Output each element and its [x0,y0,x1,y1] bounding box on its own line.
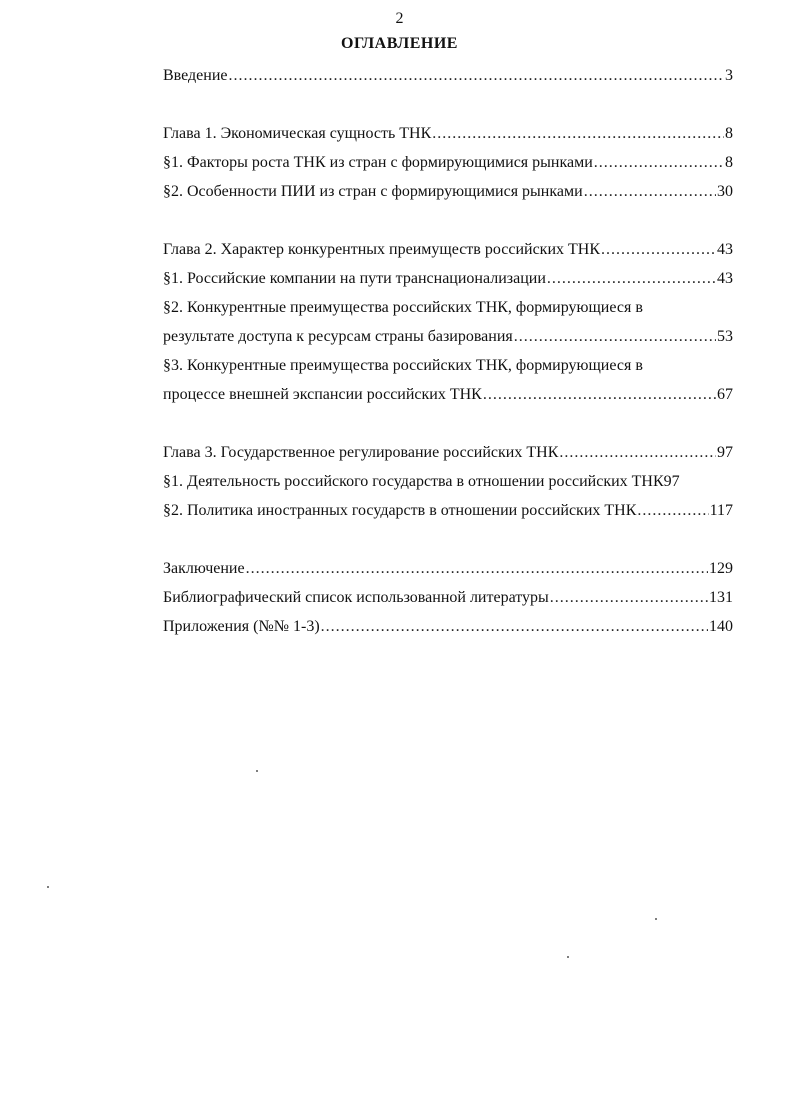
scan-speck [256,770,258,772]
toc-entry-appendices [163,612,733,641]
toc-entry-text: результате доступа к ресурсам страны базирования [163,328,513,345]
toc-entry-page: 67 [717,386,733,403]
toc-entry-text: Введение [163,67,228,84]
toc-entry-ch2-sec1 [163,264,733,293]
toc-entry-page: 140 [709,618,733,635]
scan-speck [47,886,49,888]
leader-dots [559,438,716,467]
toc-entry-text: §1. Деятельность российского государства в отношении российских ТНК97 [163,473,680,490]
leader-dots [584,177,716,206]
toc-entry-text: Заключение [163,560,245,577]
toc-entry-chapter-3 [163,438,733,467]
toc-entry-page: 97 [717,444,733,461]
scan-speck [567,956,569,958]
toc-entry-text: §3. Конкурентные преимущества российских ТНК, формирующиеся в [163,357,643,374]
leader-dots [547,264,716,293]
toc-entry-page: 129 [709,560,733,577]
leader-dots [229,61,725,90]
toc-entry-bibliography [163,583,733,612]
toc-entry-ch2-sec3-line2 [163,380,733,409]
toc-entry-ch2-sec2-line2 [163,322,733,351]
toc-entry-text: Библиографический список использованной литературы [163,589,549,606]
toc-entry-text: §1. Факторы роста ТНК из стран с формирующимися рынками [163,154,593,171]
leader-dots [594,148,724,177]
toc-title: ОГЛАВЛЕНИЕ [341,35,458,52]
leader-dots [637,496,708,525]
toc-entry-text: процессе внешней экспансии российских ТНК [163,386,482,403]
toc-entry-page: 3 [725,67,733,84]
toc-entry-ch3-sec2 [163,496,733,525]
leader-dots [246,554,708,583]
toc-entry-page: 131 [709,589,733,606]
toc-entry-page: 30 [717,183,733,200]
leader-dots [601,235,716,264]
toc-entry-text: §2. Особенности ПИИ из стран с формирующимися рынками [163,183,583,200]
toc-entry-ch1-sec2 [163,177,733,206]
toc-entry-text: §1. Российские компании на пути транснационализации [163,270,546,287]
toc-entry-page: 53 [717,328,733,345]
leader-dots [483,380,716,409]
toc-entry-text: §2. Политика иностранных государств в отношении российских ТНК [163,502,637,519]
toc-entry-page: 117 [709,502,733,519]
toc-entry-ch2-sec2-line1 [163,293,733,322]
toc-entry-page: 8 [725,125,733,142]
toc-entry-ch2-sec3-line1 [163,351,733,380]
leader-dots [514,322,716,351]
toc-entry-text: Глава 2. Характер конкурентных преимуществ российских ТНК [163,241,601,258]
toc-entry-text: Глава 1. Экономическая сущность ТНК [163,125,432,142]
toc-entry-conclusion [163,554,733,583]
toc-entry-ch3-sec1 [163,467,733,496]
toc-entry-text: Приложения (№№ 1-3) [163,618,320,635]
toc-entry-text: Глава 3. Государственное регулирование российских ТНК [163,444,559,461]
toc-entry-chapter-1 [163,119,733,148]
scan-speck [655,918,657,920]
toc-entry-ch1-sec1 [163,148,733,177]
page-number: 2 [395,10,404,27]
toc-entry-page: 8 [725,154,733,171]
table-of-contents [163,61,733,641]
toc-entry-chapter-2 [163,235,733,264]
leader-dots [321,612,708,641]
leader-dots [432,119,724,148]
toc-entry-text: §2. Конкурентные преимущества российских ТНК, формирующиеся в [163,299,643,316]
toc-entry-page: 43 [717,270,733,287]
toc-entry-page: 43 [717,241,733,258]
toc-entry-introduction [163,61,733,90]
leader-dots [550,583,708,612]
